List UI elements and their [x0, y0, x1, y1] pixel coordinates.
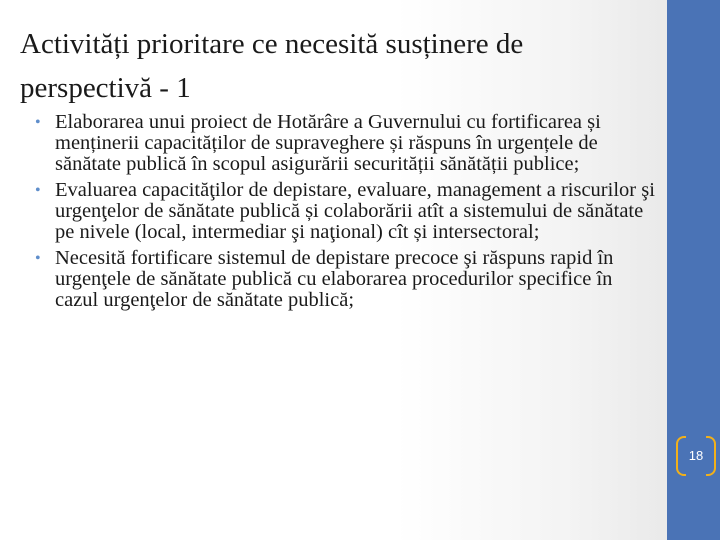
bullet-text: Elaborarea unui proiect de Hotărâre a Guvernului cu fortificarea și menținerii capacităților de supraveghere și răspuns în urgențele de sănătate publică în scopul asigurării securității sănătății publice; — [55, 111, 601, 175]
list-item — [35, 248, 655, 311]
list-item — [35, 112, 655, 175]
bullet-text: Necesită fortificare sistemul de depistare precoce şi răspuns rapid în urgenţele de sănătate publică cu elaborarea procedurilor specifice în cazul urgenţelor de sănătate publică; — [55, 247, 614, 311]
bullet-icon: • — [35, 182, 41, 199]
bullet-text: Evaluarea capacităţilor de depistare, evaluare, management a riscurilor şi urgenţelor de sănătate publică și colaborării atît a sistemului de sănătate pe nivele (local, intermediar şi naţional) cît și intersectoral; — [55, 179, 655, 243]
slide-title: Activități prioritare ce necesită susținere de perspectivă - 1 — [20, 28, 524, 104]
page-number-badge — [676, 436, 716, 478]
bullet-list — [35, 112, 655, 316]
page-number: 18 — [688, 448, 704, 463]
list-item — [35, 180, 655, 243]
bullet-icon: • — [35, 250, 41, 267]
bullet-icon: • — [35, 114, 41, 131]
